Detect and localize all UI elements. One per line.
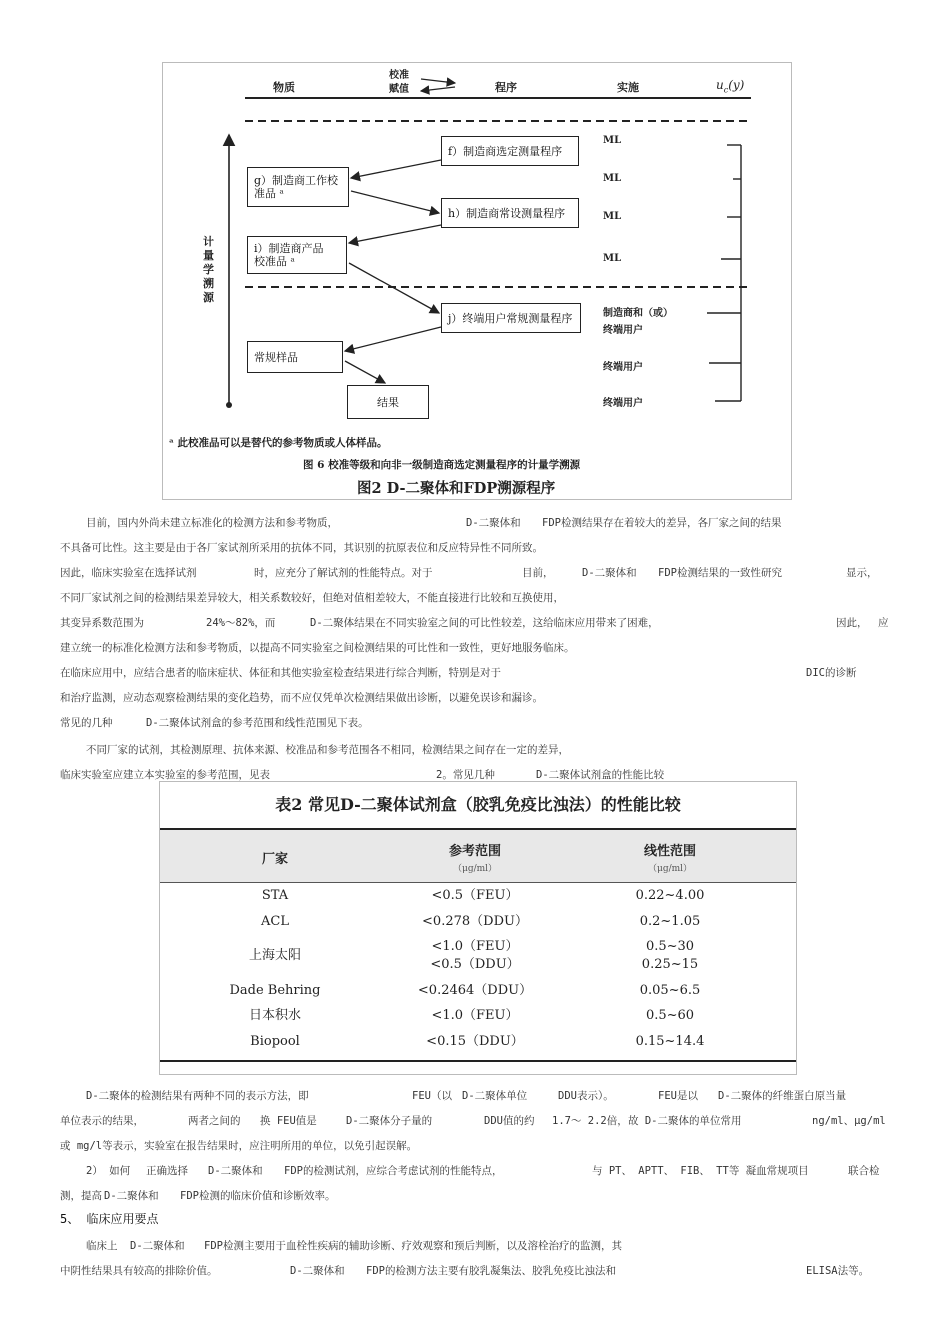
p3-line1f: D-二聚体的纤维蛋白原当量 bbox=[718, 1090, 847, 1102]
p1-line3c: 目前， bbox=[522, 567, 554, 579]
p3-line2a: 单位表示的结果， bbox=[60, 1115, 144, 1127]
s5-line2d: ELISA法等。 bbox=[806, 1265, 870, 1277]
p1-line3b: 时，应充分了解试剂的性能特点。对于 bbox=[254, 567, 433, 579]
s5-line1c: FDP检测主要用于血栓性疾病的辅助诊断、疗效观察和预后判断，以及溶栓治疗的监测，其 bbox=[204, 1240, 622, 1252]
p1-line5b: 24%～82%，而 bbox=[206, 617, 276, 629]
table-header-row bbox=[160, 828, 796, 883]
table-row-5-vendor: 日本积水 bbox=[248, 1008, 301, 1023]
table-row-4-vendor: Dade Behring bbox=[229, 983, 321, 998]
p3-line2c: 换 FEU值是 bbox=[260, 1115, 317, 1127]
p1-line3d: D-二聚体和 bbox=[582, 567, 637, 579]
p1-line6: 建立统一的标准化检测方法和参考物质，以提高不同实验室之间检测结果的可比性和一致性，更好地服务临床。 bbox=[60, 642, 575, 654]
table-header-vendor: 厂家 bbox=[261, 852, 288, 867]
s5-line1b: D-二聚体和 bbox=[130, 1240, 185, 1252]
p3-line2h: ng/ml、μg/ml bbox=[812, 1115, 886, 1127]
header-implement: 实施 bbox=[617, 81, 639, 94]
table-row-3-ref-a: <1.0（FEU） bbox=[431, 939, 519, 954]
table-row-5-ref: <1.0（FEU） bbox=[431, 1008, 519, 1023]
p3-line5a: 测，提高 bbox=[60, 1190, 102, 1202]
p1-line1a: 目前，国内外尚未建立标准化的检测方法和参考物质， bbox=[86, 517, 338, 529]
box-manufacturer-standing-procedure: h）制造商常设测量程序 bbox=[441, 198, 579, 228]
header-procedure: 程序 bbox=[495, 81, 517, 94]
table-bottom-rule bbox=[160, 1060, 796, 1062]
header-uncertainty: $u_c(y)$ bbox=[716, 78, 745, 95]
table-row-4-ref: <0.2464（DDU） bbox=[417, 983, 533, 998]
header-calibration: 校准 bbox=[389, 70, 409, 81]
figure-footnote: ᵃ 此校准品可以是替代的参考物质或人体样品。 bbox=[169, 437, 388, 449]
p3-line3: 或 mg/l等表示，实验室在报告结果时，应注明所用的单位，以免引起误解。 bbox=[60, 1140, 418, 1152]
implement-row-5b: 终端用户 bbox=[603, 325, 643, 336]
table-title: 表2 常见D-二聚体试剂盒（胶乳免疫比浊法）的性能比较 bbox=[275, 795, 681, 814]
p1-line4: 不同厂家试剂之间的检测结果差异较大，相关系数较好，但绝对值相差较大，不能直接进行比较和互换使用， bbox=[60, 592, 564, 604]
implement-row-6: 终端用户 bbox=[603, 362, 643, 373]
p1-line2: 不具备可比性。这主要是由于各厂家试剂所采用的抗体不同，其识别的抗原表位和反应特异性不同所致。 bbox=[60, 542, 543, 554]
p1-line3a: 因此，临床实验室在选择试剂 bbox=[60, 567, 197, 579]
table-row-3-vendor: 上海太阳 bbox=[248, 948, 301, 963]
table-row-3-lin-a: 0.5~30 bbox=[645, 939, 695, 954]
p1-line1c: FDP检测结果存在着较大的差异，各厂家之间的结果 bbox=[542, 517, 782, 529]
p3-line4b: 正确选择 bbox=[146, 1165, 188, 1177]
implement-row-5a: 制造商和（或） bbox=[603, 308, 673, 319]
table-row-4-lin: 0.05~6.5 bbox=[639, 983, 701, 998]
table-row-1-ref: <0.5（FEU） bbox=[431, 888, 519, 903]
table-row-2-ref: <0.278（DDU） bbox=[422, 914, 528, 929]
box-result: 结果 bbox=[347, 385, 429, 419]
p1-line3f: 显示， bbox=[846, 567, 878, 579]
implement-row-4: ML bbox=[603, 253, 622, 264]
header-substance: 物质 bbox=[273, 81, 295, 94]
box-manufacturer-working-calibrator: g）制造商工作校 准品 ᵃ bbox=[247, 167, 349, 207]
p3-line4f: 联合检 bbox=[848, 1165, 880, 1177]
p2-line2c: D-二聚体试剂盒的性能比较 bbox=[536, 769, 665, 781]
p3-line4a: 2） 如何 bbox=[86, 1165, 131, 1177]
table-row-6-vendor: Biopool bbox=[250, 1034, 300, 1049]
p3-line4d: FDP的检测试剂，应综合考虑试剂的性能特点， bbox=[284, 1165, 503, 1177]
table-row-2-lin: 0.2~1.05 bbox=[639, 914, 701, 929]
p3-line5b: D-二聚体和 bbox=[104, 1190, 159, 1202]
p3-line1e: FEU是以 bbox=[658, 1090, 698, 1102]
p3-line1a: D-二聚体的检测结果有两种不同的表示方法，即 bbox=[86, 1090, 309, 1102]
table-row-1-vendor: STA bbox=[261, 888, 289, 903]
s5-line2b: D-二聚体和 bbox=[290, 1265, 345, 1277]
p2-line2a: 临床实验室应建立本实验室的参考范围，见表 bbox=[60, 769, 270, 781]
p1-line1b: D-二聚体和 bbox=[466, 517, 521, 529]
box-end-user-routine-procedure: j）终端用户常规测量程序 bbox=[441, 303, 581, 333]
box-manufacturer-product-calibrator: i）制造商产品 校准品 ᵃ bbox=[247, 236, 347, 274]
implement-row-2: ML bbox=[603, 173, 622, 184]
table-row-6-ref: <0.15（DDU） bbox=[426, 1034, 524, 1049]
table-header-linear-range: 线性范围 （μg/ml） bbox=[643, 844, 696, 874]
p3-line2b: 两者之间的 bbox=[188, 1115, 241, 1127]
table-row-1-lin: 0.22~4.00 bbox=[635, 888, 705, 903]
table-row-5-lin: 0.5~60 bbox=[645, 1008, 695, 1023]
implement-row-3: ML bbox=[603, 211, 622, 222]
table-header-reference-range: 参考范围 （μg/ml） bbox=[448, 844, 501, 874]
s5-line1a: 临床上 bbox=[86, 1240, 118, 1252]
reagent-comparison-table bbox=[159, 781, 797, 1075]
p1-line9a: 常见的几种 bbox=[60, 717, 113, 729]
figure-subcaption: 图 6 校准等级和向非一级制造商选定测量程序的计量学溯源 bbox=[303, 459, 581, 471]
traceability-figure bbox=[162, 62, 792, 500]
table-row-2-vendor: ACL bbox=[261, 914, 289, 929]
figure-lines bbox=[163, 63, 791, 499]
table-row-3-lin-b: 0.25~15 bbox=[641, 957, 699, 972]
p3-line1b: FEU（以 bbox=[412, 1090, 452, 1102]
implement-row-1: ML bbox=[603, 135, 622, 146]
p1-line7a: 在临床应用中，应结合患者的临床症状、体征和其他实验室检查结果进行综合判断，特别是对于 bbox=[60, 667, 501, 679]
p3-line1c: D-二聚体单位 bbox=[462, 1090, 528, 1102]
p3-line2g: 故 D-二聚体的单位常用 bbox=[628, 1115, 742, 1127]
p3-line4e: 与 PT、 APTT、 FIB、 TT等 凝血常规项目 bbox=[592, 1165, 809, 1177]
p2-line2b: 2。常见几种 bbox=[436, 769, 495, 781]
p1-line5d: 因此， bbox=[836, 617, 868, 629]
p3-line2f: 1.7～ 2.2倍， bbox=[552, 1115, 628, 1127]
header-assignment: 赋值 bbox=[389, 84, 409, 95]
p1-line5c: D-二聚体结果在不同实验室之间的可比性较差，这给临床应用带来了困难， bbox=[310, 617, 659, 629]
figure-caption: 图2 D-二聚体和FDP溯源程序 bbox=[357, 480, 556, 497]
traceability-vertical-label: 计 量 学 溯 源 bbox=[203, 235, 214, 304]
table-row-6-lin: 0.15~14.4 bbox=[635, 1034, 705, 1049]
p1-line9b: D-二聚体试剂盒的参考范围和线性范围见下表。 bbox=[146, 717, 369, 729]
p1-line7b: DIC的诊断 bbox=[806, 667, 857, 679]
implement-row-7: 终端用户 bbox=[603, 398, 643, 409]
table-row-3-ref-b: <0.5（DDU） bbox=[430, 957, 520, 972]
s5-line2c: FDP的检测方法主要有胶乳凝集法、胶乳免疫比浊法和 bbox=[366, 1265, 616, 1277]
p3-line4c: D-二聚体和 bbox=[208, 1165, 263, 1177]
p1-line5a: 其变异系数范围为 bbox=[60, 617, 144, 629]
p3-line2e: DDU值的约 bbox=[484, 1115, 535, 1127]
box-manufacturer-selected-procedure: f）制造商选定测量程序 bbox=[441, 136, 579, 166]
p3-line1d: DDU表示）。 bbox=[558, 1090, 614, 1102]
p1-line5e: 应 bbox=[878, 617, 889, 629]
p1-line3e: FDP检测结果的一致性研究 bbox=[658, 567, 782, 579]
p1-line8: 和治疗监测，应动态观察检测结果的变化趋势，而不应仅凭单次检测结果做出诊断，以避免误诊和漏诊。 bbox=[60, 692, 543, 704]
p2-line1: 不同厂家的试剂，其检测原理、抗体来源、校准品和参考范围各不相同，检测结果之间存在一定的差异， bbox=[86, 744, 569, 756]
p3-line2d: D-二聚体分子量的 bbox=[346, 1115, 433, 1127]
box-routine-sample: 常规样品 bbox=[247, 341, 343, 373]
s5-line2a: 中阴性结果具有较高的排除价值。 bbox=[60, 1265, 218, 1277]
section-5-heading: 5、 临床应用要点 bbox=[60, 1212, 159, 1226]
p3-line5c: FDP检测的临床价值和诊断效率。 bbox=[180, 1190, 336, 1202]
